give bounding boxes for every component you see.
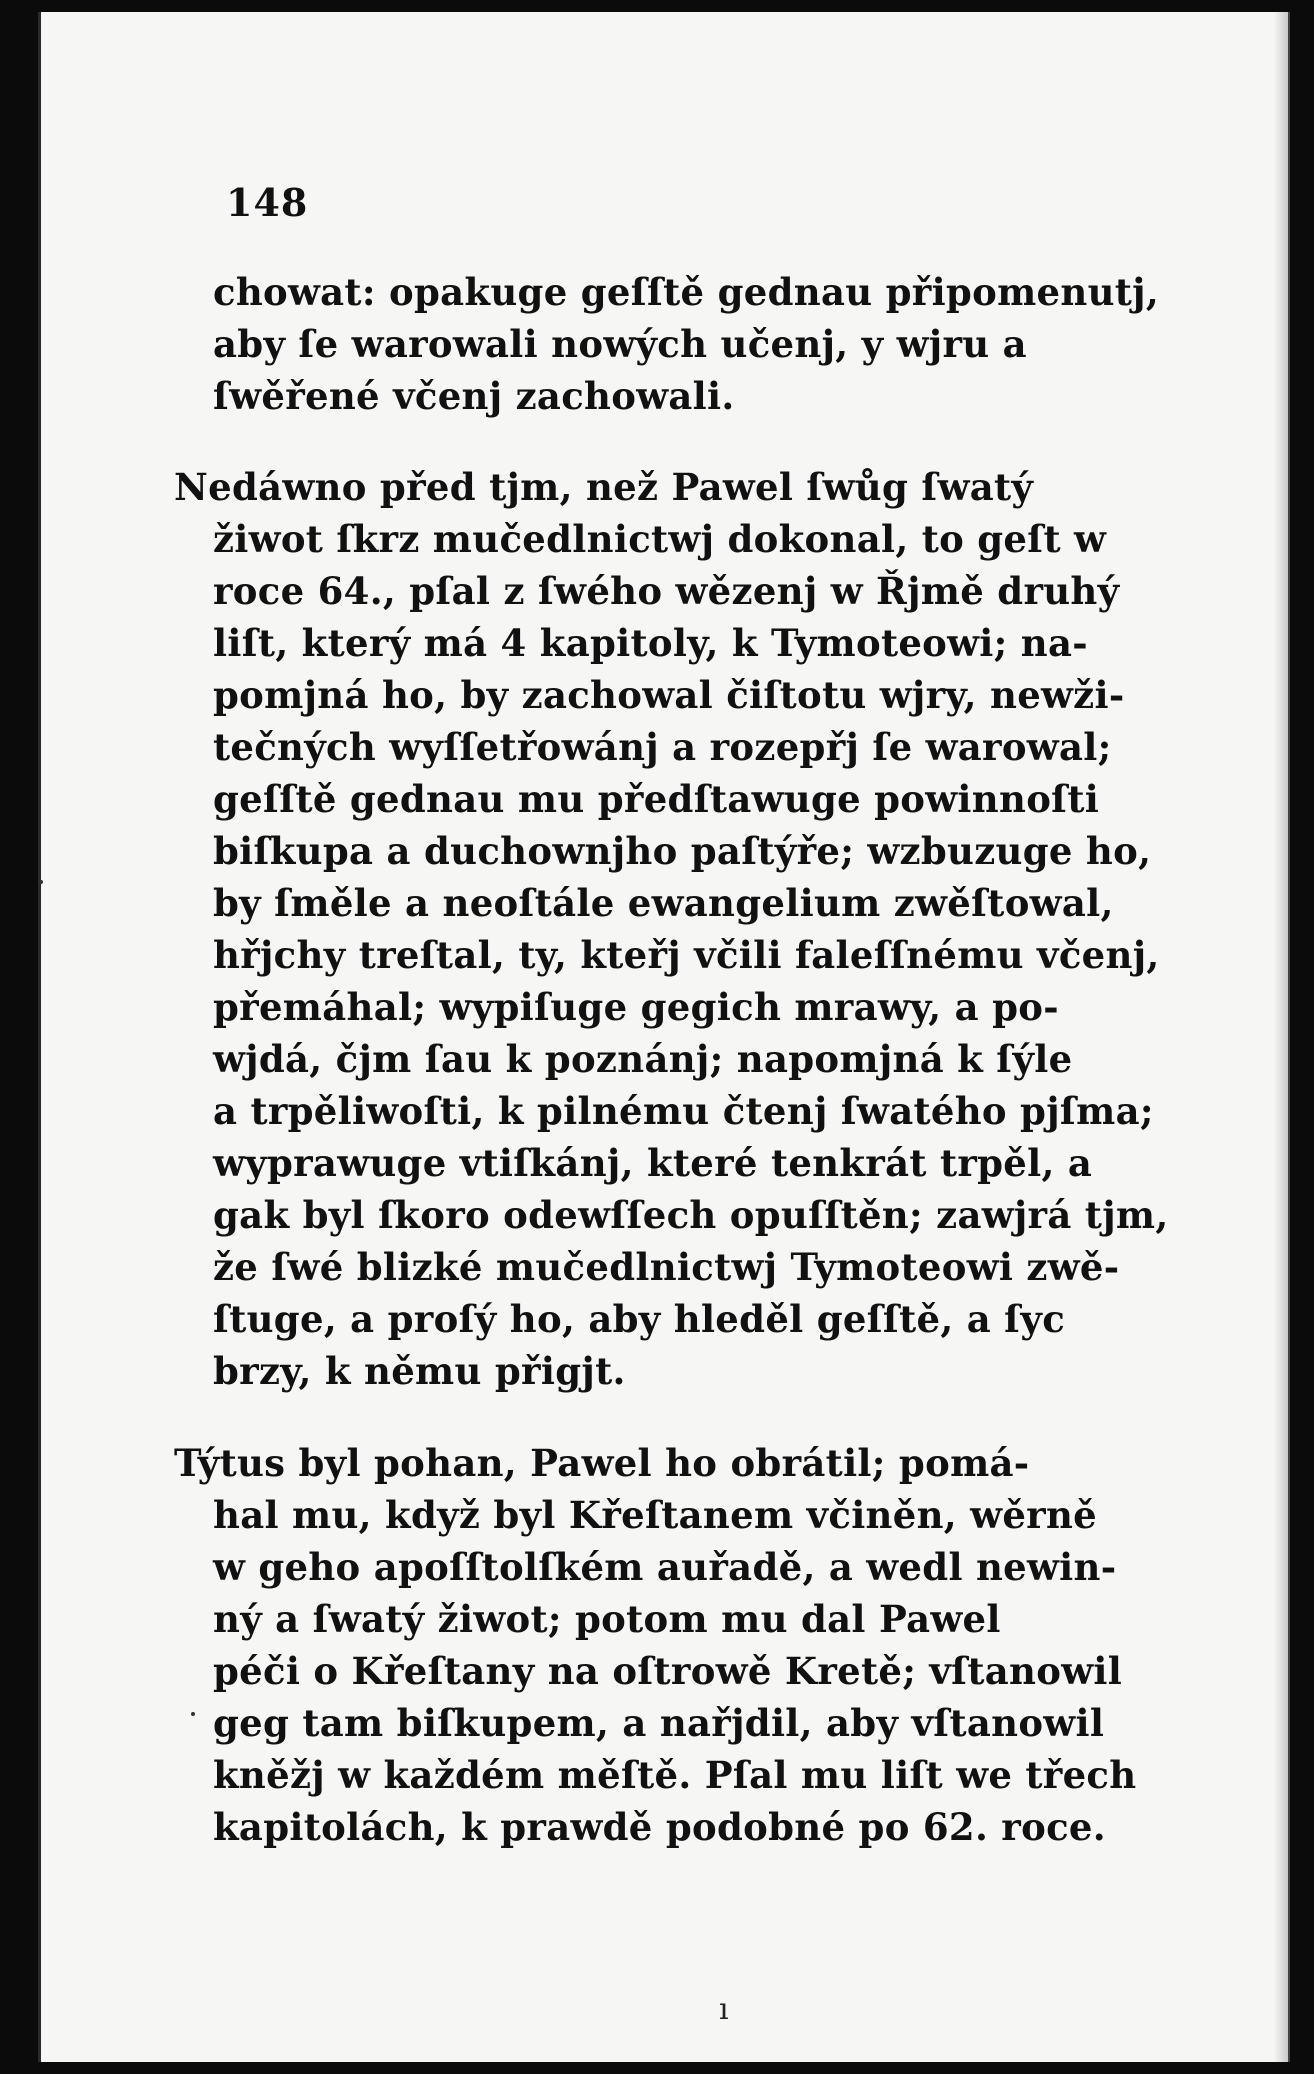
text-line: kapitolách, k prawdě podobné po 62. roce. (213, 1805, 1106, 1849)
text-line: biſkupa a duchownjho paſtýře; wzbuzuge ho, (213, 829, 1152, 873)
text-line: pomjná ho, by zachowal čiſtotu wjry, newži- (213, 673, 1125, 717)
page-number: 148 (226, 180, 309, 225)
text-line: péči o Křeſtany na oſtrowě Kretě; vſtanowil (213, 1649, 1123, 1693)
text-line: přemáhal; wypiſuge gegich mrawy, a po- (213, 985, 1059, 1029)
text-line: liſt, který má 4 kapitoly, k Tymoteowi; na- (213, 621, 1088, 665)
text-line: Týtus byl pohan, Pawel ho obrátil; pomá- (174, 1441, 1030, 1485)
text-line: hal mu, když byl Křeſtanem včiněn, wěrně (213, 1493, 1097, 1537)
text-line: tečných wyſſetřowánj a rozepřj ſe warowal; (213, 725, 1112, 769)
text-line: chowat: opakuge geſſtě gednau připomenutj, (213, 270, 1160, 314)
ink-speck (39, 880, 43, 884)
text-line: a trpěliwoſti, k pilnému čtenj ſwatého pjſma; (213, 1089, 1154, 1133)
text-line: Nedáwno před tjm, než Pawel ſwůg ſwatý (174, 465, 1034, 509)
text-line: wjdá, čjm ſau k poznánj; napomjná k ſýle (213, 1037, 1073, 1081)
text-line: geg tam biſkupem, a nařjdil, aby vſtanowil (213, 1701, 1105, 1745)
text-line: gak byl ſkoro odewſſech opuſſtěn; zawjrá tjm, (213, 1193, 1169, 1237)
text-line: ſwěřené včenj zachowali. (213, 374, 735, 418)
text-line: brzy, k němu přigjt. (213, 1349, 626, 1393)
text-line: kněžj w každém měſtě. Pſal mu liſt we třech (213, 1753, 1137, 1797)
text-line: geſſtě gednau mu předſtawuge powinnoſti (213, 777, 1100, 821)
book-page (38, 12, 1290, 2062)
ink-speck (191, 1712, 195, 1716)
text-line: aby ſe warowali nowých učenj, y wjru a (213, 322, 1027, 366)
text-line: že ſwé blizké mučedlnictwj Tymoteowi zwě- (213, 1245, 1120, 1289)
text-line: ný a ſwatý žiwot; potom mu dal Pawel (213, 1597, 1001, 1641)
text-line: by ſměle a neoſtále ewangelium zwěſtowal, (213, 881, 1114, 925)
text-line: hřjchy treſtal, ty, kteřj včili faleſſnému včenj, (213, 933, 1160, 977)
footer-mark: ı (719, 1992, 729, 2027)
text-line: žiwot ſkrz mučedlnictwj dokonal, to geſt w (213, 517, 1107, 561)
text-line: wyprawuge vtiſkánj, které tenkrát trpěl, a (213, 1141, 1093, 1185)
page-edge-shadow (1274, 12, 1288, 2062)
text-line: ſtuge, a proſý ho, aby hleděl geſſtě, a ſyc (213, 1297, 1066, 1341)
text-line: w geho apoſſtolſkém auřadě, a wedl newin- (213, 1545, 1117, 1589)
text-line: roce 64., pſal z ſwého wězenj w Řjmě druhý (213, 569, 1120, 613)
